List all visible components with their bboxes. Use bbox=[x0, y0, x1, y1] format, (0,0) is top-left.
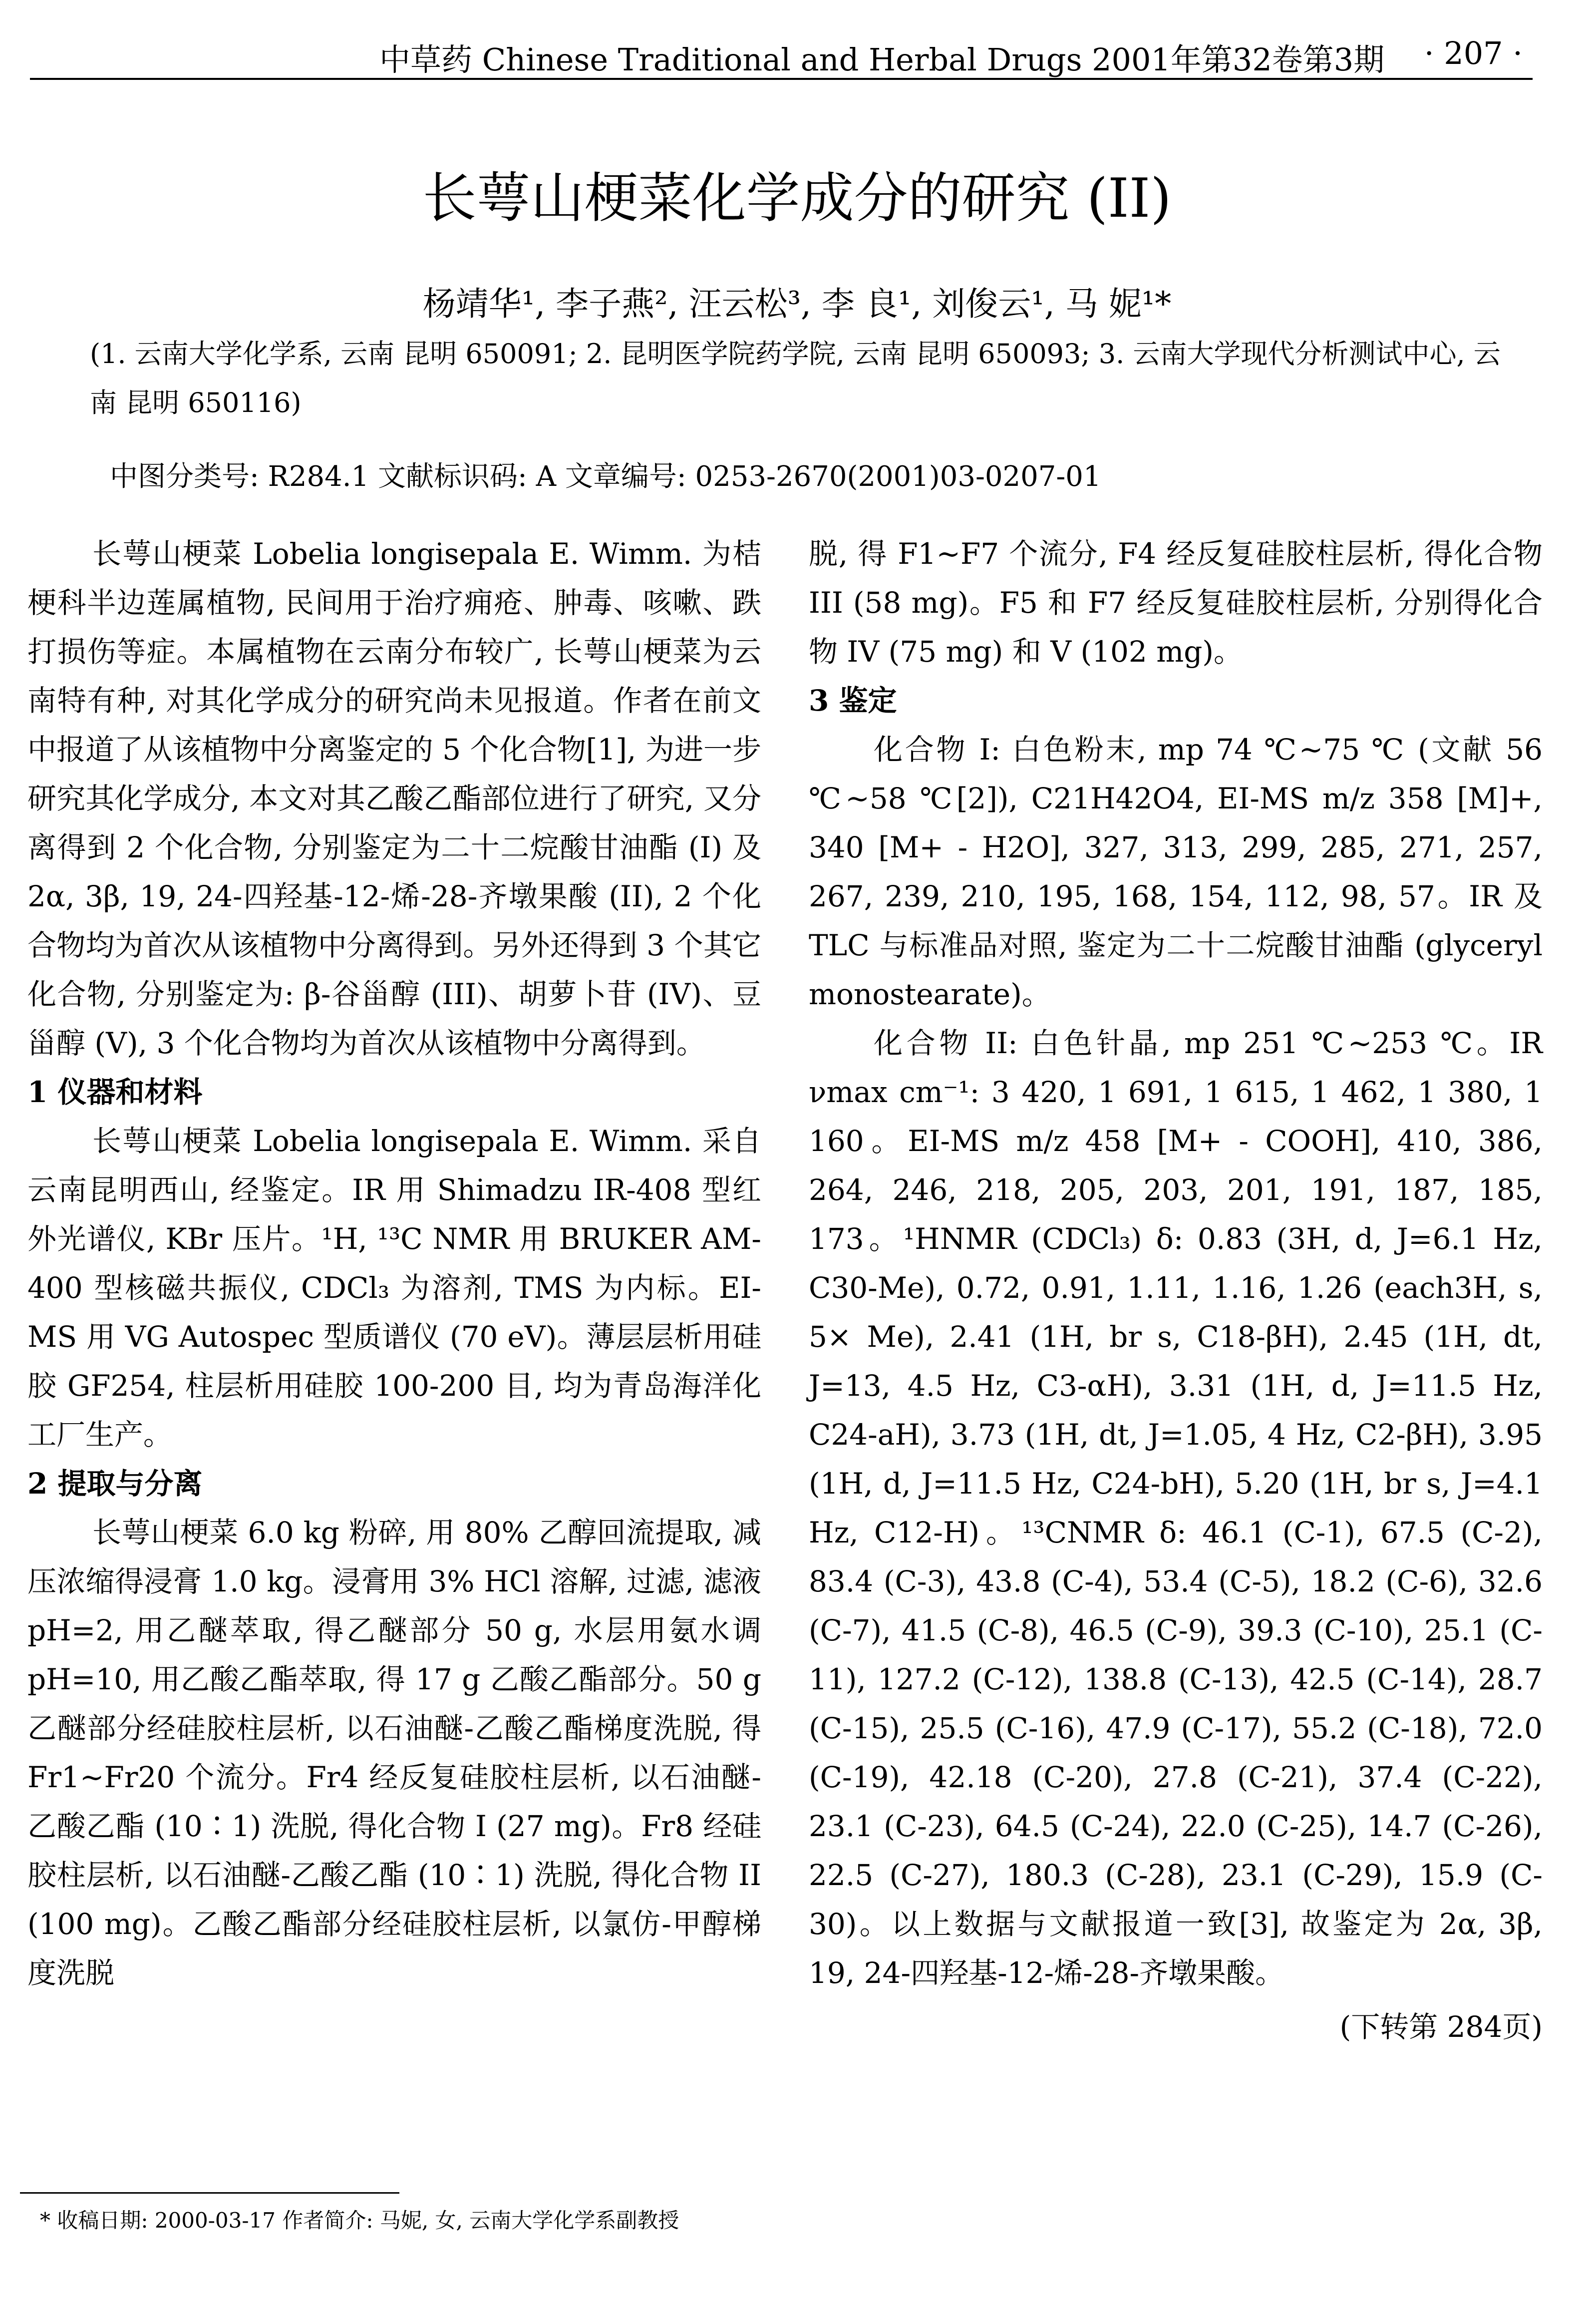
compound-ii-paragraph: 化合物 II: 白色针晶, mp 251 ℃~253 ℃。IR νmax cm⁻¹: 3 420, 1 691, 1 615, 1 462, 1 380, 1 160。EI-MS m/z 458 [M+ - COOH], 410, 386, 264, 246, 218, 205, 203, 201, 191, 187, 185, 173。¹HNMR (CDCl₃) δ: 0.83 (3H, d, J=6.1 Hz, C30-Me), 0.72, 0.91, 1.11, 1.16, 1.26 (each3H, s, 5× Me), 2.41 (1H, br s, C18-βH), 2.45 (1H, dt, J=13, 4.5 Hz, C3-αH), 3.31 (1H, d, J=11.5 Hz, C24-aH), 3.73 (1H, dt, J=1.05, 4 Hz, C2-βH), 3.95 (1H, d, J=11.5 Hz, C24-bH), 5.20 (1H, br s, J=4.1 Hz, C12-H)。¹³CNMR δ: 46.1 (C-1), 67.5 (C-2), 83.4 (C-3), 43.8 (C-4), 53.4 (C-5), 18.2 (C-6), 32.6 (C-7), 41.5 (C-8), 46.5 (C-9), 39.3 (C-10), 25.1 (C-11), 127.2 (C-12), 138.8 (C-13), 42.5 (C-14), 28.7 (C-15), 25.5 (C-16), 47.9 (C-17), 55.2 (C-18), 72.0 (C-19), 42.18 (C-20), 27.8 (C-21), 37.4 (C-22), 23.1 (C-23), 64.5 (C-24), 22.0 (C-25), 14.7 (C-26), 22.5 (C-27), 180.3 (C-28), 23.1 (C-29), 15.9 (C-30)。以上数据与文献报道一致[3], 故鉴定为 2α, 3β, 19, 24-四羟基-12-烯-28-齐墩果酸。 bbox=[809, 1026, 1543, 1990]
section-heading: 3 鉴定 bbox=[809, 684, 897, 718]
page-number: · 207 · bbox=[1424, 35, 1523, 71]
body-paragraph: 脱, 得 F1~F7 个流分, F4 经反复硅胶柱层析, 得化合物 III (58 mg)。F5 和 F7 经反复硅胶柱层析, 分别得化合物 IV (75 mg) 和 V (102 mg)。 bbox=[809, 537, 1543, 669]
article-title: 长萼山梗菜化学成分的研究 (II) bbox=[422, 167, 1172, 230]
left-column bbox=[27, 529, 761, 1997]
body-paragraph: 长萼山梗菜 6.0 kg 粉碎, 用 80% 乙醇回流提取, 减压浓缩得浸膏 1.0 kg。浸膏用 3% HCl 溶解, 过滤, 滤液 pH=2, 用乙醚萃取, 得乙醚部分 50 g, 水层用氨水调 pH=10, 用乙酸乙酯萃取, 得 17 g 乙酸乙酯部分。50 g 乙醚部分经硅胶柱层析, 以石油醚-乙酸乙酯梯度洗脱, 得 Fr1~Fr20 个流分。Fr4 经反复硅胶柱层析, 以石油醚-乙酸乙酯 (10∶1) 洗脱, 得化合物 I (27 mg)。Fr8 经硅胶柱层析, 以石油醚-乙酸乙酯 (10∶1) 洗脱, 得化合物 II (100 mg)。乙酸乙酯部分经硅胶柱层析, 以氯仿-甲醇梯度洗脱 bbox=[27, 1516, 761, 1990]
continued-note: (下转第 284页) bbox=[1339, 2010, 1543, 2044]
journal-name: 中草药 Chinese Traditional and Herbal Drugs 2001年第32卷第3期 bbox=[379, 41, 1385, 78]
compound-i-paragraph: 化合物 I: 白色粉末, mp 74 ℃~75 ℃ (文献 56 ℃~58 ℃[2]), C21H42O4, EI-MS m/z 358 [M]+, 340 [M+ - H2O], 327, 313, 299, 285, 271, 257, 267, 239, 210, 195, 168, 154, 112, 98, 57。IR 及 TLC 与标准品对照, 鉴定为二十二烷酸甘油酯 (glyceryl monostearate)。 bbox=[809, 733, 1543, 1011]
right-column bbox=[809, 529, 1543, 2051]
body-paragraph: 长萼山梗菜 Lobelia longisepala E. Wimm. 采自云南昆明西山, 经鉴定。IR 用 Shimadzu IR-408 型红外光谱仪, KBr 压片。¹H, ¹³C NMR 用 BRUKER AM-400 型核磁共振仪, CDCl₃ 为溶剂, TMS 为内标。EI-MS 用 VG Autospec 型质谱仪 (70 eV)。薄层层析用硅胶 GF254, 柱层析用硅胶 100-200 目, 均为青岛海洋化工厂生产。 bbox=[27, 1124, 761, 1452]
running-header bbox=[30, 20, 1533, 80]
intro-paragraph: 长萼山梗菜 Lobelia longisepala E. Wimm. 为桔梗科半边莲属植物, 民间用于治疗痈疮、肿毒、咳嗽、跌打损伤等症。本属植物在云南分布较广, 长萼山梗菜为云南特有种, 对其化学成分的研究尚未见报道。作者在前文中报道了从该植物中分离鉴定的 5 个化合物[1], 为进一步研究其化学成分, 本文对其乙酸乙酯部位进行了研究, 又分离得到 2 个化合物, 分别鉴定为二十二烷酸甘油酯 (I) 及 2α, 3β, 19, 24-四羟基-12-烯-28-齐墩果酸 (II), 2 个化合物均为首次从该植物中分离得到。另外还得到 3 个其它化合物, 分别鉴定为: β-谷甾醇 (III)、胡萝卜苷 (IV)、豆甾醇 (V), 3 个化合物均为首次从该植物中分离得到。 bbox=[27, 537, 761, 1060]
classification-line: 中图分类号: R284.1 文献标识码: A 文章编号: 0253-2670(2001)03-0207-01 bbox=[110, 460, 1101, 493]
affiliation: (1. 云南大学化学系, 云南 昆明 650091; 2. 昆明医学院药学院, 云南 昆明 650093; 3. 云南大学现代分析测试中心, 云南 昆明 650116) bbox=[90, 338, 1501, 418]
footnote: * 收稿日期: 2000-03-17 作者简介: 马妮, 女, 云南大学化学系副教授 bbox=[40, 2208, 679, 2233]
section-heading: 2 提取与分离 bbox=[27, 1467, 203, 1501]
author-list: 杨靖华¹, 李子燕², 汪云松³, 李 良¹, 刘俊云¹, 马 妮¹* bbox=[422, 285, 1172, 323]
section-heading: 1 仪器和材料 bbox=[27, 1075, 203, 1109]
footnote-divider bbox=[20, 2192, 399, 2194]
